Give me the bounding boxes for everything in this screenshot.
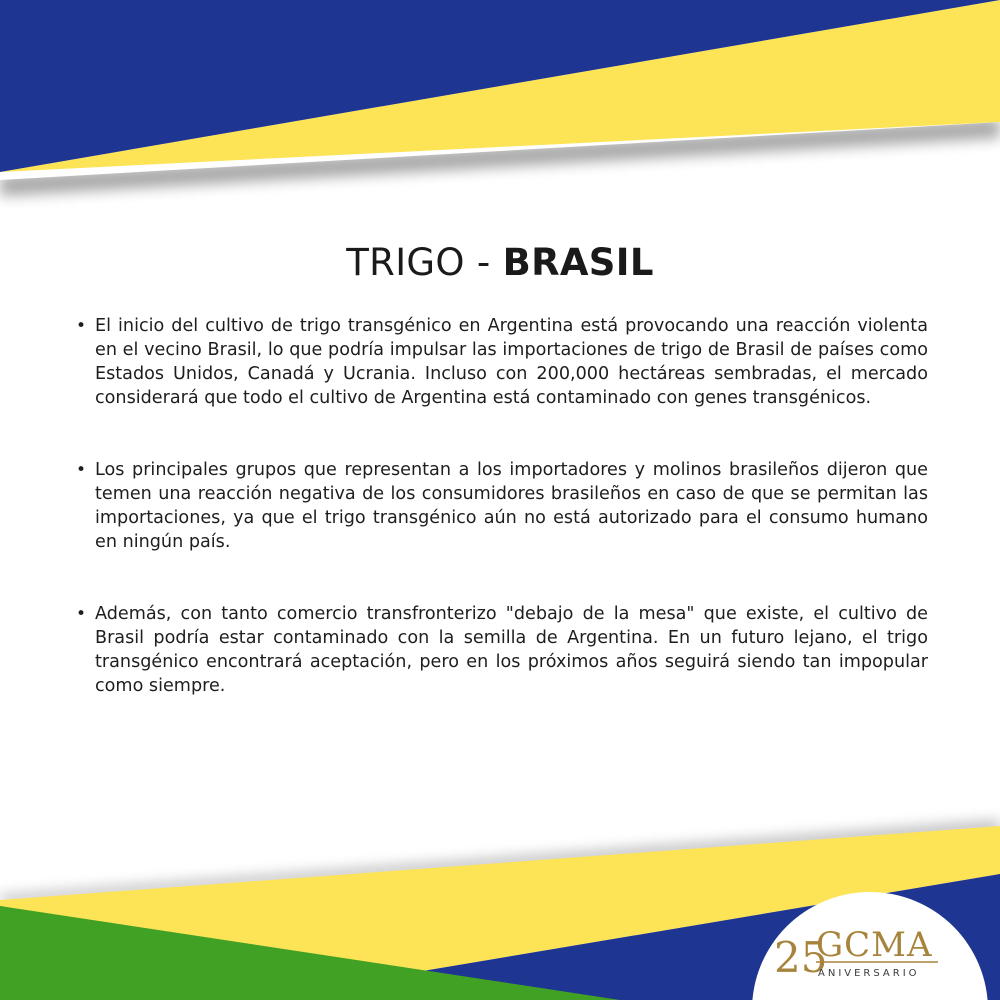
logo-number: 25 bbox=[774, 933, 828, 982]
bullet-item bbox=[76, 602, 928, 698]
logo-brand: GCMA bbox=[816, 925, 933, 965]
title-regular: TRIGO - bbox=[346, 240, 503, 284]
bullet-text: Los principales grupos que representan a los importadores y molinos brasileños dijeron que temen una reacción negativa de los consumidores brasileños en caso de que se permitan las importaciones, ya que el trigo transgénico aún no está autorizado para el consumo humano en ningún país. bbox=[95, 460, 928, 552]
title-bold: BRASIL bbox=[502, 240, 654, 284]
bullet-marker: • bbox=[76, 460, 87, 480]
bullet-item bbox=[76, 458, 928, 554]
bullet-list bbox=[76, 314, 928, 698]
bullet-marker: • bbox=[76, 604, 87, 624]
gcma-logo bbox=[770, 914, 970, 994]
logo-subtitle: ANIVERSARIO bbox=[818, 968, 920, 979]
page-title bbox=[0, 241, 1000, 284]
bullet-text: Además, con tanto comercio transfronterizo "debajo de la mesa" que existe, el cultivo de Brasil podría estar contaminado con la semilla de Argentina. En un futuro lejano, el trigo transgénico encontrará aceptación, pero en los próximos años seguirá siendo tan impopular como siempre. bbox=[95, 604, 928, 696]
bullet-text: El inicio del cultivo de trigo transgénico en Argentina está provocando una reacción violenta en el vecino Brasil, lo que podría impulsar las importaciones de trigo de Brasil de países como Estados Unidos, Canadá y Ucrania. Incluso con 200,000 hectáreas sembradas, el mercado considerará que todo el cultivo de Argentina está contaminado con genes transgénicos. bbox=[95, 316, 928, 408]
bullet-marker: • bbox=[76, 316, 87, 336]
gcma-logo-graphic bbox=[770, 914, 970, 994]
top-decorative-banner bbox=[0, 0, 1000, 210]
bullet-item bbox=[76, 314, 928, 410]
